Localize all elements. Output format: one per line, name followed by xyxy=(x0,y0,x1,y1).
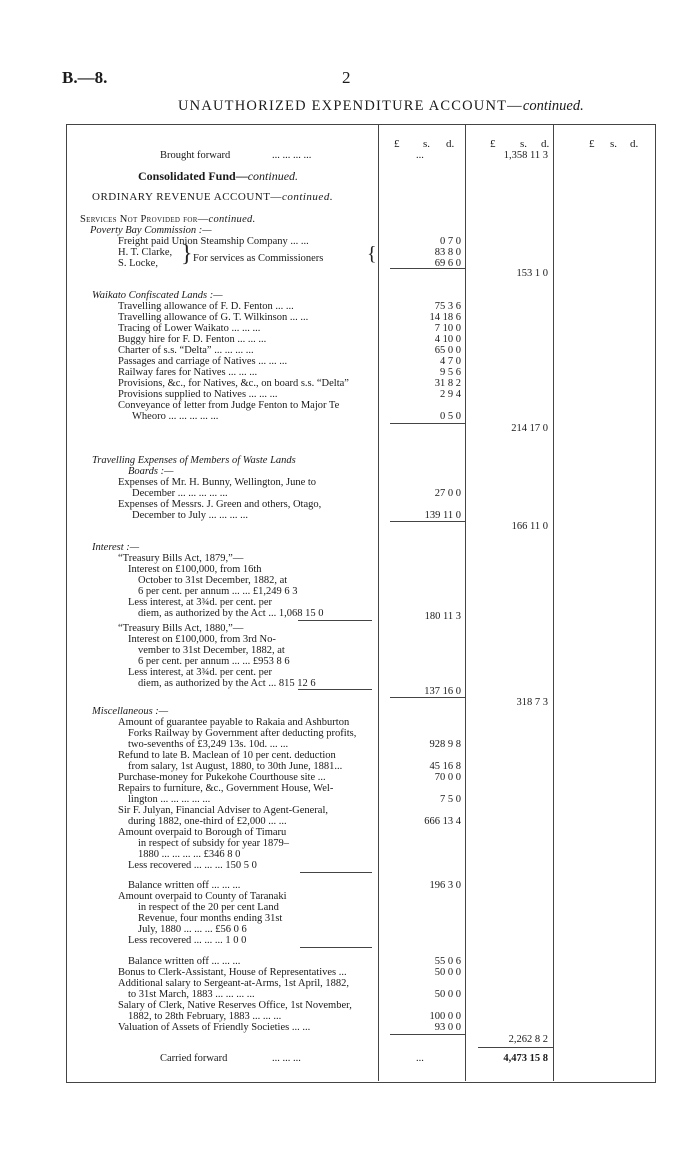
brought-forward-dots: ... ... ... ... xyxy=(272,150,312,161)
amount: 65 0 0 xyxy=(434,345,461,356)
misc-line: Salary of Clerk, Native Reserves Office, 1st November, xyxy=(118,1000,352,1011)
interest-line: diem, as authorized by the Act ... 815 12 6 xyxy=(138,678,316,689)
rule xyxy=(390,423,465,424)
rule xyxy=(298,620,372,621)
waikato-line: Conveyance of letter from Judge Fenton to Major Te xyxy=(118,400,340,411)
rule xyxy=(298,689,372,690)
amount: 9 5 6 xyxy=(440,367,461,378)
poverty-line: For services as Commissioners xyxy=(193,253,324,264)
rule xyxy=(390,268,465,269)
misc-line: Forks Railway by Government after deducting profits, xyxy=(128,728,357,739)
travelling-line: December ... ... ... ... ... xyxy=(132,488,228,499)
amount: 7 10 0 xyxy=(434,323,461,334)
amount: 93 0 0 xyxy=(434,1022,461,1033)
misc-line: during 1882, one-third of £2,000 ... ... xyxy=(128,816,287,827)
misc-line: Balance written off ... ... ... xyxy=(128,956,241,967)
left-brace: } xyxy=(181,241,193,267)
travelling-line: Expenses of Messrs. J. Green and others, Otago, xyxy=(118,499,322,510)
amount: 14 18 6 xyxy=(429,312,461,323)
brought-forward-total: 1,358 11 3 xyxy=(503,150,548,161)
col3-pound-header: £ xyxy=(589,138,595,150)
amount: 0 5 0 xyxy=(440,411,461,422)
ordinary-revenue-heading: ORDINARY REVENUE ACCOUNT—continued. xyxy=(92,191,334,203)
amount: 928 9 8 xyxy=(429,739,461,750)
page-number: 2 xyxy=(342,68,351,87)
travelling-line: December to July ... ... ... ... xyxy=(132,510,249,521)
waikato-line: Passages and carriage of Natives ... ... ... xyxy=(118,356,288,367)
carried-forward-col1: ... xyxy=(416,1053,424,1064)
consolidated-fund-heading: Consolidated Fund—continued. xyxy=(138,169,299,183)
document-code: B.—8. xyxy=(62,68,108,87)
misc-line: Sir F. Julyan, Financial Adviser to Agent-General, xyxy=(118,805,328,816)
misc-line: Less recovered ... ... ... 150 5 0 xyxy=(128,860,257,871)
amount: 50 0 0 xyxy=(434,989,461,1000)
waikato-line: Provisions, &c., for Natives, &c., on board s.s. “Delta” xyxy=(118,378,349,389)
misc-line: 1880 ... ... ... ... £346 8 0 xyxy=(138,849,241,860)
misc-line: Amount of guarantee payable to Rakaia and Ashburton xyxy=(118,717,350,728)
amount: 27 0 0 xyxy=(434,488,461,499)
carried-forward-dots: ... ... ... xyxy=(272,1053,301,1064)
page-title: UNAUTHORIZED EXPENDITURE ACCOUNT—continued. xyxy=(178,98,584,114)
misc-line: July, 1880 ... ... ... £56 0 6 xyxy=(138,924,247,935)
amount: 31 8 2 xyxy=(434,378,461,389)
poverty-line: Freight paid Union Steamship Company ... ... xyxy=(118,236,309,247)
interest-line: Interest on £100,000, from 16th xyxy=(128,564,262,575)
misc-line: from salary, 1st August, 1880, to 30th June, 1881... xyxy=(128,761,343,772)
misc-line: Balance written off ... ... ... xyxy=(128,880,241,891)
waikato-line: Buggy hire for F. D. Fenton ... ... ... xyxy=(118,334,267,345)
rule xyxy=(300,947,372,948)
carried-forward-total: 4,473 15 8 xyxy=(503,1053,548,1064)
misc-line: Valuation of Assets of Friendly Societies ... ... xyxy=(118,1022,311,1033)
interest-total: 318 7 3 xyxy=(516,697,548,708)
column-divider-3 xyxy=(553,124,554,1081)
right-brace: { xyxy=(367,243,377,265)
brought-forward-col1: ... xyxy=(416,150,424,161)
misc-line: in respect of subsidy for year 1879– xyxy=(138,838,290,849)
rule xyxy=(390,697,465,698)
interest-line: Interest on £100,000, from 3rd No- xyxy=(128,634,276,645)
rule xyxy=(390,521,465,522)
amount: 55 0 6 xyxy=(434,956,461,967)
col1-pence-header: d. xyxy=(446,138,455,150)
interest-line: 6 per cent. per annum ... ... £953 8 6 xyxy=(138,656,290,667)
brought-forward-label: Brought forward xyxy=(160,150,231,161)
waikato-total: 214 17 0 xyxy=(511,423,548,434)
amount: 4 10 0 xyxy=(434,334,461,345)
services-heading: Services Not Provided for—continued. xyxy=(80,214,256,225)
poverty-bay-heading: Poverty Bay Commission :— xyxy=(90,225,212,236)
misc-line: Revenue, four months ending 31st xyxy=(138,913,283,924)
misc-line: in respect of the 20 per cent Land xyxy=(138,902,279,913)
interest-line: diem, as authorized by the Act ... 1,068 15 0 xyxy=(138,608,324,619)
amount: 83 8 0 xyxy=(434,247,461,258)
amount: 139 11 0 xyxy=(424,510,461,521)
waikato-heading: Waikato Confiscated Lands :— xyxy=(92,290,223,301)
waikato-line: Travelling allowance of F. D. Fenton ... ... xyxy=(118,301,294,312)
amount: 137 16 0 xyxy=(424,686,461,697)
interest-line: vember to 31st December, 1882, at xyxy=(138,645,285,656)
waikato-line: Travelling allowance of G. T. Wilkinson ... ... xyxy=(118,312,309,323)
col2-shilling-header: s. xyxy=(520,138,528,150)
travelling-heading-2: Boards :— xyxy=(128,466,174,477)
interest-line: Less interest, at 3¾d. per cent. per xyxy=(128,597,273,608)
poverty-total: 153 1 0 xyxy=(516,268,548,279)
interest-line: 6 per cent. per annum ... ... £1,249 6 3 xyxy=(138,586,298,597)
misc-line: to 31st March, 1883 ... ... ... ... xyxy=(128,989,255,1000)
misc-line: Repairs to furniture, &c., Government House, Wel- xyxy=(118,783,334,794)
misc-line: Bonus to Clerk-Assistant, House of Representatives ... xyxy=(118,967,347,978)
misc-line: Amount overpaid to County of Taranaki xyxy=(118,891,287,902)
column-divider-1 xyxy=(378,124,379,1081)
rule xyxy=(390,1034,465,1035)
travelling-total: 166 11 0 xyxy=(511,521,548,532)
waikato-line: Railway fares for Natives ... ... ... xyxy=(118,367,258,378)
rule xyxy=(300,872,372,873)
interest-heading: Interest :— xyxy=(92,542,140,553)
col3-pence-header: d. xyxy=(630,138,639,150)
amount: 45 16 8 xyxy=(429,761,461,772)
amount: 100 0 0 xyxy=(429,1011,461,1022)
column-divider-2 xyxy=(465,124,466,1081)
poverty-line: S. Locke, xyxy=(118,258,158,269)
amount: 70 0 0 xyxy=(434,772,461,783)
misc-line: 1882, to 28th February, 1883 ... ... ... xyxy=(128,1011,282,1022)
carried-forward-label: Carried forward xyxy=(160,1053,228,1064)
waikato-line: Provisions supplied to Natives ... ... ... xyxy=(118,389,278,400)
travelling-line: Expenses of Mr. H. Bunny, Wellington, June to xyxy=(118,477,317,488)
col3-shilling-header: s. xyxy=(610,138,618,150)
interest-line: October to 31st December, 1882, at xyxy=(138,575,288,586)
misc-line: Less recovered ... ... ... 1 0 0 xyxy=(128,935,247,946)
waikato-line: Wheoro ... ... ... ... ... xyxy=(132,411,219,422)
amount: 4 7 0 xyxy=(440,356,461,367)
col2-pence-header: d. xyxy=(541,138,550,150)
amount: 69 6 0 xyxy=(434,258,461,269)
amount: 196 3 0 xyxy=(429,880,461,891)
interest-act1: “Treasury Bills Act, 1879,”— xyxy=(118,553,244,564)
misc-line: Additional salary to Sergeant-at-Arms, 1st April, 1882, xyxy=(118,978,350,989)
amount: 7 5 0 xyxy=(440,794,461,805)
misc-line: Purchase-money for Pukekohe Courthouse site ... xyxy=(118,772,326,783)
col2-pound-header: £ xyxy=(490,138,496,150)
misc-heading: Miscellaneous :— xyxy=(92,706,169,717)
amount: 50 0 0 xyxy=(434,967,461,978)
travelling-heading: Travelling Expenses of Members of Waste Lands xyxy=(92,455,296,466)
amount: 2 9 4 xyxy=(440,389,461,400)
interest-line: Less interest, at 3¾d. per cent. per xyxy=(128,667,273,678)
waikato-line: Tracing of Lower Waikato ... ... ... xyxy=(118,323,261,334)
amount: 180 11 3 xyxy=(424,611,461,622)
amount: 666 13 4 xyxy=(424,816,461,827)
interest-act2: “Treasury Bills Act, 1880,”— xyxy=(118,623,244,634)
misc-total: 2,262 8 2 xyxy=(508,1034,548,1045)
misc-line: two-sevenths of £3,249 13s. 10d. ... ... xyxy=(128,739,289,750)
amount: 75 3 6 xyxy=(434,301,461,312)
misc-line: Refund to late B. Maclean of 10 per cent. deduction xyxy=(118,750,336,761)
misc-line: Amount overpaid to Borough of Timaru xyxy=(118,827,287,838)
misc-line: lington ... ... ... ... ... xyxy=(128,794,211,805)
amount: 0 7 0 xyxy=(440,236,461,247)
waikato-line: Charter of s.s. “Delta” ... ... ... ... xyxy=(118,345,254,356)
poverty-line: H. T. Clarke, xyxy=(118,247,173,258)
rule xyxy=(478,1047,553,1048)
col1-pound-header: £ xyxy=(394,138,400,150)
col1-shilling-header: s. xyxy=(423,138,431,150)
